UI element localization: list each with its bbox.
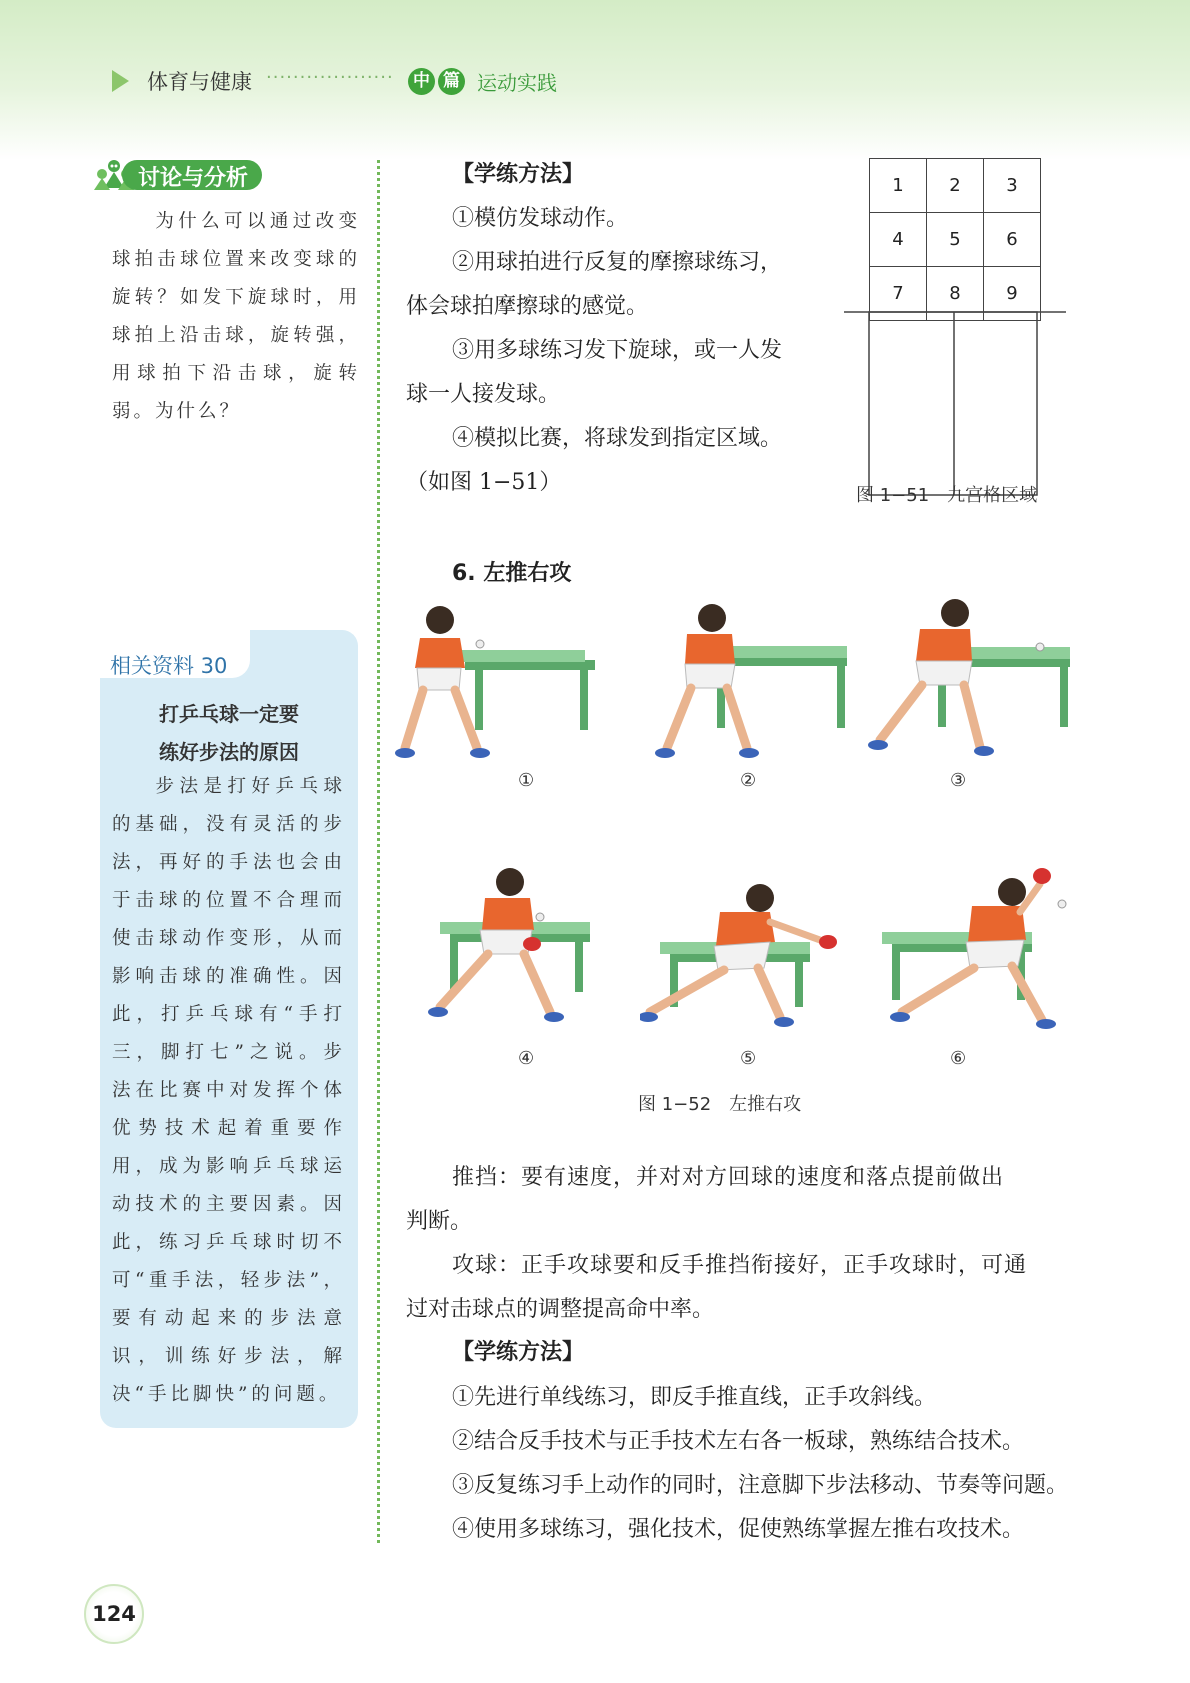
player-figure-3 <box>860 595 1080 775</box>
grid-cell: 9 <box>984 267 1041 321</box>
attack-paragraph-line2: 过对击球点的调整提高命中率。 <box>406 1297 715 1322</box>
discussion-text <box>112 203 360 431</box>
figure-label-2: ② <box>740 770 757 791</box>
grid-cell: 6 <box>984 213 1041 267</box>
grid-cell: 3 <box>984 159 1041 213</box>
column-divider <box>377 160 380 1543</box>
book-title: 体育与健康 <box>147 70 252 94</box>
practice-heading-1: 【学练方法】 <box>452 162 585 187</box>
discussion-body: 为什么可以通过改变球拍击球位置来改变球的旋转？如发下旋球时，用球拍上沿击球，旋转强，用球拍下沿击球，旋转弱。为什么？ <box>112 211 360 422</box>
push-paragraph-line2: 判断。 <box>406 1209 473 1234</box>
player-figure-2 <box>637 598 857 778</box>
practice1-line1: ①模仿发球动作。 <box>452 206 629 231</box>
section-title: 运动实践 <box>477 71 557 95</box>
discussion-title <box>94 158 266 192</box>
page-number: 124 <box>84 1584 144 1644</box>
grid-cell: 8 <box>927 267 984 321</box>
figure-1-52-caption: 图 1−52 左推右攻 <box>638 1094 802 1115</box>
player-figure-6 <box>872 862 1092 1042</box>
figure-label-6: ⑥ <box>950 1048 967 1069</box>
practice1-line2b: 体会球拍摩擦球的感觉。 <box>406 294 649 319</box>
grid-cell: 5 <box>927 213 984 267</box>
header-dot-leader: ··················· <box>266 67 394 88</box>
related-text <box>112 768 346 1414</box>
related-heading-line2: 练好步法的原因 <box>159 740 299 764</box>
related-material-label: 相关资料 30 <box>110 654 228 678</box>
practice2-line2: ②结合反手技术与正手技术左右各一板球，熟练结合技术。 <box>452 1429 1025 1454</box>
grid-cell: 1 <box>870 159 927 213</box>
practice1-line4a: ④模拟比赛，将球发到指定区域。 <box>452 426 783 451</box>
figure-label-1: ① <box>518 770 535 791</box>
section-6-heading: 6. 左推右攻 <box>452 561 572 586</box>
practice2-line3: ③反复练习手上动作的同时，注意脚下步法移动、节奏等问题。 <box>452 1473 1069 1498</box>
play-arrow-icon <box>112 70 129 92</box>
grid-cell: 7 <box>870 267 927 321</box>
player-figure-1 <box>395 598 615 778</box>
practice1-line2a: ②用球拍进行反复的摩擦球练习， <box>452 250 783 275</box>
grid-cell: 4 <box>870 213 927 267</box>
practice2-line4: ④使用多球练习，强化技术，促使熟练掌握左推右攻技术。 <box>452 1517 1025 1542</box>
practice1-line4b: （如图 1−51） <box>406 470 562 495</box>
practice2-line1: ①先进行单线练习，即反手推直线，正手攻斜线。 <box>452 1385 937 1410</box>
player-figure-4 <box>420 862 640 1042</box>
discussion-title-text: 讨论与分析 <box>138 166 249 191</box>
related-body: 步法是打好乒乓球的基础，没有灵活的步法，再好的手法也会由于击球的位置不合理而使击球动作变形，从而影响击球的准确性。因此，打乒乓球有“手打三，脚打七”之说。步法在比赛中对发挥个体优势技术起着重要作用，成为影响乒乓球运动技术的主要因素。因此，练习乒乓球时切不可“重手法，轻步法”，要有动起来的步法意识，训练好步法，解决“手比脚快”的问题。 <box>112 776 346 1405</box>
practice-heading-2: 【学练方法】 <box>452 1340 585 1365</box>
related-heading-line1: 打乒乓球一定要 <box>159 702 299 726</box>
figure-1-51-caption: 图 1−51 九宫格区域 <box>856 485 1038 506</box>
chapter-badge-1: 中 <box>408 68 435 95</box>
figure-label-4: ④ <box>518 1048 535 1069</box>
practice1-line3b: 球一人接发球。 <box>406 382 561 407</box>
table-half-diagram <box>840 310 1070 496</box>
figure-label-5: ⑤ <box>740 1048 757 1069</box>
figure-label-3: ③ <box>950 770 967 791</box>
player-figure-5 <box>640 862 860 1042</box>
attack-paragraph-line1: 攻球：正手攻球要和反手推挡衔接好，正手攻球时，可通 <box>452 1253 1028 1278</box>
push-paragraph-line1: 推挡：要有速度，并对对方回球的速度和落点提前做出 <box>452 1165 1005 1190</box>
nine-grid-table <box>869 158 1041 321</box>
practice1-line3a: ③用多球练习发下旋球，或一人发 <box>452 338 783 363</box>
grid-cell: 2 <box>927 159 984 213</box>
chapter-badge-2: 篇 <box>438 68 465 95</box>
